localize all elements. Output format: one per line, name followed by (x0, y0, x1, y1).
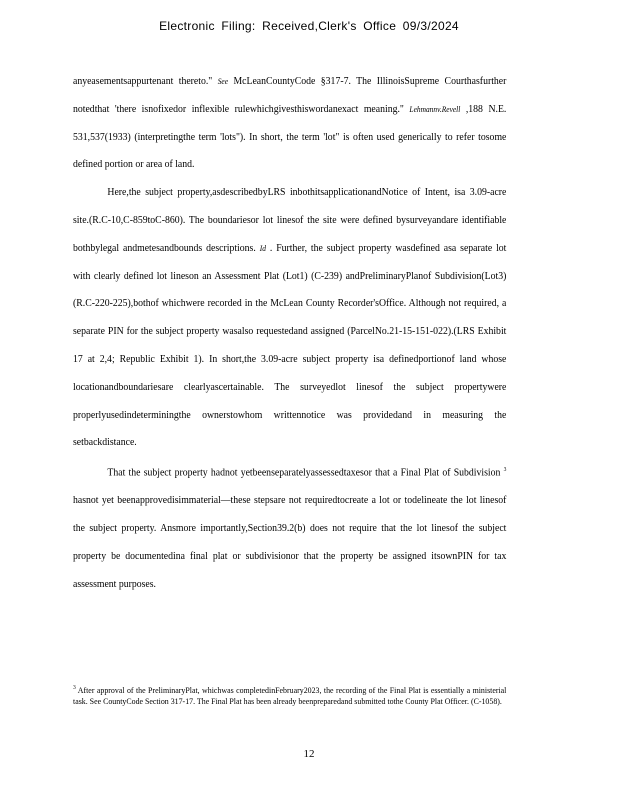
electronic-filing-header: Electronic Filing: Received,Clerk's Office 09/3/2024 (159, 19, 459, 33)
p2-text-a: Here,the subject property,asdescribedbyLRS inbothitsapplicationandNotice of Intent, isa 3.09-acre site.(R.C-10,C-859toC-860). The boundariesor lot linesof the site were defined bysurveyandare identifiable bothbylegal andmetesandbounds descriptions. (73, 187, 507, 254)
p1-text-c: ,188 N.E. 531,537(1933) (interpretingthe term 'lots"). In short, the term 'lot" is often used generically to refer tosome defined portion or area of land. (73, 103, 507, 171)
p1-text-b: McLeanCountyCode §317-7. The IllinoisSupreme Courthasfurther notedthat 'there isnofixedor inflexible rulewhichgivesthiswordanexact meaning." (73, 76, 507, 115)
see-signal: See (217, 77, 229, 86)
case-citation: Lehmannv.Revell (409, 104, 461, 114)
p3-text-b: hasnot yet beenapprovedisimmaterial—these stepsare not requiredtocreate a lot or todelineate the lot linesof the subject property. Ansmore importantly,Section39.2(b) does not require that the lot linesof the subject property be documentedina final plat or subdivisionor that the property be assigned itsownPIN for tax assessment purposes. (73, 495, 507, 590)
p3-text-a: That the subject property hadnot yetbeenseparatelyassessedtaxesor that a Final Plat of Subdivision (107, 467, 504, 479)
page-number: 12 (303, 748, 315, 760)
p1-text-a: anyeasementsappurtenant thereto." (73, 76, 218, 87)
document-body (73, 68, 506, 599)
footnote-marker: 3 (73, 685, 76, 691)
footnote-text: After approval of the PreliminaryPlat, whichwas completedinFebruary2023, the recording of the Final Plat is essentially a ministerial task. See CountyCode Section 317-17. The Final Plat has been already beenpreparedand submitted tothe County Plat Officer. (C-1058). (73, 684, 507, 706)
paragraph-2 (73, 179, 506, 457)
id-signal: Id (259, 243, 266, 253)
paragraph-1 (73, 68, 506, 179)
footnote-reference: 3 (503, 467, 507, 474)
footnote (73, 683, 506, 706)
paragraph-3 (73, 457, 506, 598)
p2-text-b: . Further, the subject property wasdefined asa separate lot with clearly defined lot lineson an Assessment Plat (Lot1) (C-239) andPreliminaryPlanof Subdivision(Lot3) (R.C-220-225),bothof whichwere recorded in the McLean County Recorder'sOffice. Although not required, a separate PIN for the subject property wasalso requestedand assigned (ParcelNo.21-15-151-022).(LRS Exhibit 17 at 2,4; Republic Exhibit 1). In short,the 3.09-acre subject property isa definedportionof land whose locationandboundariesare clearlyascertainable. The surveyedlot linesof the subject propertywere properlyusedindeterminingthe ownerstowhom writtennotice was providedand in measuring the setbackdistance. (73, 242, 507, 449)
